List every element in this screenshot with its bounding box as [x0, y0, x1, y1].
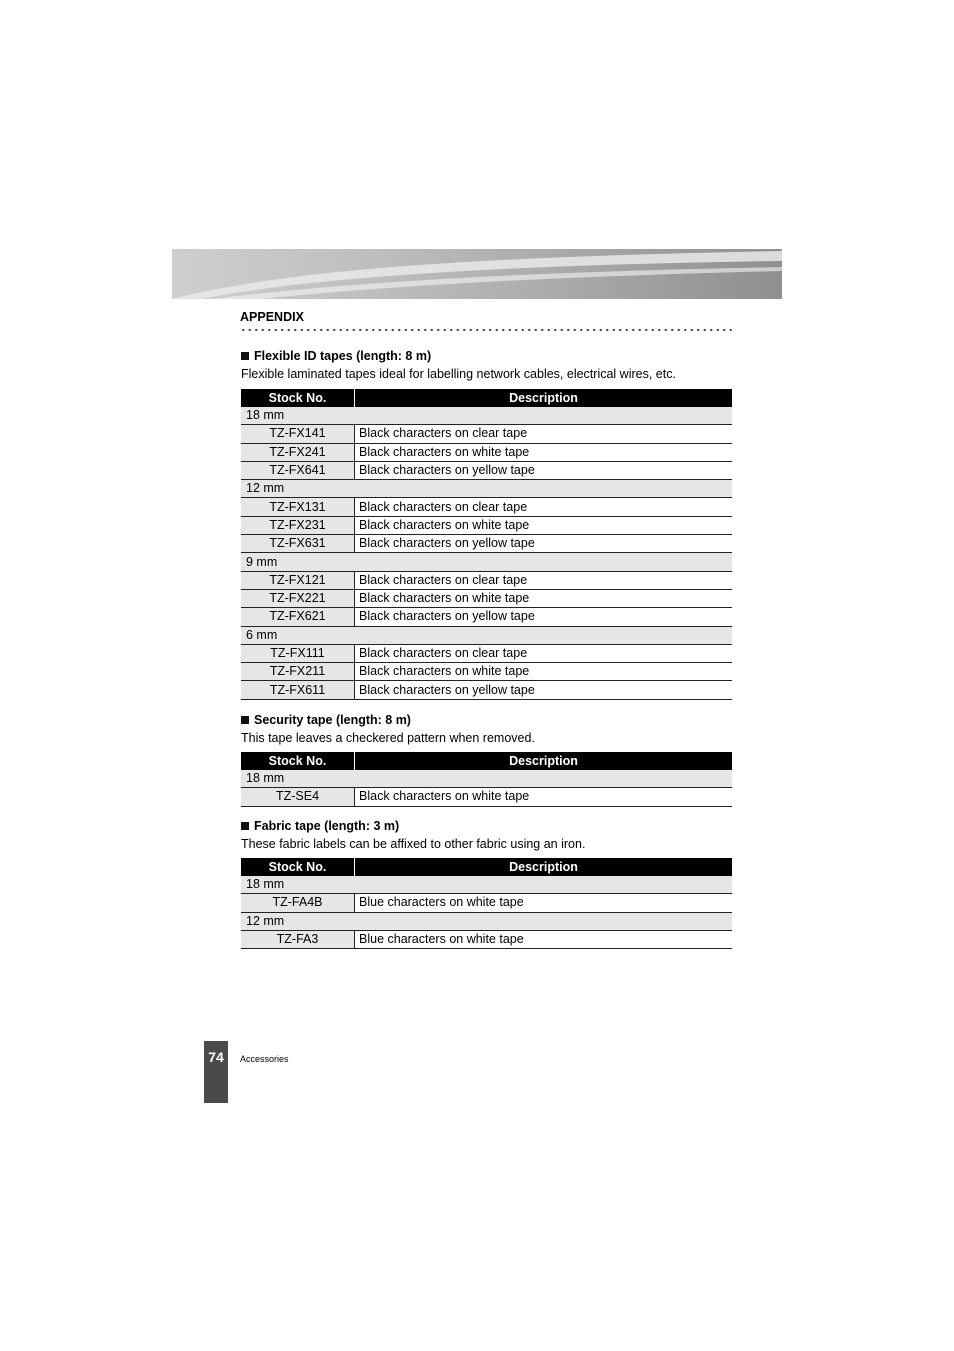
size-group-row	[241, 553, 732, 571]
tape-description: Black characters on clear tape	[355, 571, 733, 589]
stock-number: TZ-FX141	[241, 425, 355, 443]
tape-description: Black characters on white tape	[355, 663, 733, 681]
size-group-row	[241, 912, 732, 930]
size-group-row	[241, 480, 732, 498]
table-header-row	[241, 858, 732, 876]
size-label: 6 mm	[241, 626, 732, 644]
footer-section-label: Accessories	[240, 1054, 289, 1064]
section-description: This tape leaves a checkered pattern when removed.	[241, 731, 535, 745]
stock-number: TZ-FX221	[241, 589, 355, 607]
table-header-row	[241, 752, 732, 770]
table-row	[241, 571, 732, 589]
table-row	[241, 663, 732, 681]
section-fabric	[241, 817, 732, 949]
stock-number: TZ-FX641	[241, 461, 355, 479]
size-label: 18 mm	[241, 407, 732, 425]
tape-description: Black characters on white tape	[355, 516, 733, 534]
table-row	[241, 930, 732, 948]
table-row	[241, 516, 732, 534]
table-row	[241, 681, 732, 699]
section-security	[241, 711, 732, 807]
tape-table	[241, 752, 732, 807]
section-description: Flexible laminated tapes ideal for labelling network cables, electrical wires, etc.	[241, 367, 676, 381]
stock-number: TZ-FX111	[241, 644, 355, 662]
size-label: 12 mm	[241, 912, 732, 930]
tape-description: Black characters on yellow tape	[355, 535, 733, 553]
banner-swoosh	[172, 249, 782, 299]
tape-description: Blue characters on white tape	[355, 894, 733, 912]
stock-number: TZ-FX121	[241, 571, 355, 589]
table-row	[241, 788, 732, 806]
square-bullet-icon	[241, 352, 249, 360]
column-header-description: Description	[355, 752, 733, 770]
section-heading	[241, 817, 732, 835]
stock-number: TZ-FX621	[241, 608, 355, 626]
size-group-row	[241, 626, 732, 644]
page-number-tab	[204, 1041, 228, 1103]
tape-description: Black characters on white tape	[355, 589, 733, 607]
section-heading	[241, 347, 732, 365]
stock-number: TZ-FX241	[241, 443, 355, 461]
table-row	[241, 644, 732, 662]
header-banner	[172, 249, 782, 299]
size-label: 9 mm	[241, 553, 732, 571]
stock-number: TZ-SE4	[241, 788, 355, 806]
section-heading	[241, 711, 732, 729]
table-row	[241, 443, 732, 461]
table-row	[241, 425, 732, 443]
table-row	[241, 589, 732, 607]
stock-number: TZ-FX131	[241, 498, 355, 516]
square-bullet-icon	[241, 822, 249, 830]
section-description: These fabric labels can be affixed to other fabric using an iron.	[241, 837, 586, 851]
tape-description: Black characters on yellow tape	[355, 461, 733, 479]
stock-number: TZ-FX611	[241, 681, 355, 699]
column-header-stock: Stock No.	[241, 752, 355, 770]
tape-description: Black characters on yellow tape	[355, 608, 733, 626]
tape-description: Black characters on clear tape	[355, 498, 733, 516]
size-group-row	[241, 876, 732, 894]
size-label: 12 mm	[241, 480, 732, 498]
section-label: APPENDIX	[240, 310, 304, 324]
stock-number: TZ-FX631	[241, 535, 355, 553]
section-flexible-id	[241, 347, 732, 700]
stock-number: TZ-FX231	[241, 516, 355, 534]
column-header-description: Description	[355, 858, 733, 876]
tape-description: Blue characters on white tape	[355, 930, 733, 948]
tape-table	[241, 389, 732, 700]
section-title: Fabric tape (length: 3 m)	[254, 819, 400, 833]
square-bullet-icon	[241, 716, 249, 724]
size-group-row	[241, 407, 732, 425]
size-group-row	[241, 770, 732, 788]
dotted-divider	[240, 328, 732, 332]
column-header-stock: Stock No.	[241, 858, 355, 876]
stock-number: TZ-FA3	[241, 930, 355, 948]
tape-table	[241, 858, 732, 949]
page-number: 74	[208, 1049, 224, 1065]
table-header-row	[241, 389, 732, 407]
table-row	[241, 608, 732, 626]
tape-description: Black characters on clear tape	[355, 425, 733, 443]
tape-description: Black characters on yellow tape	[355, 681, 733, 699]
table-row	[241, 535, 732, 553]
table-row	[241, 461, 732, 479]
column-header-description: Description	[355, 389, 733, 407]
table-row	[241, 894, 732, 912]
table-row	[241, 498, 732, 516]
column-header-stock: Stock No.	[241, 389, 355, 407]
section-title: Security tape (length: 8 m)	[254, 713, 411, 727]
tape-description: Black characters on white tape	[355, 788, 733, 806]
tape-description: Black characters on clear tape	[355, 644, 733, 662]
section-title: Flexible ID tapes (length: 8 m)	[254, 349, 432, 363]
stock-number: TZ-FA4B	[241, 894, 355, 912]
stock-number: TZ-FX211	[241, 663, 355, 681]
size-label: 18 mm	[241, 876, 732, 894]
tape-description: Black characters on white tape	[355, 443, 733, 461]
size-label: 18 mm	[241, 770, 732, 788]
